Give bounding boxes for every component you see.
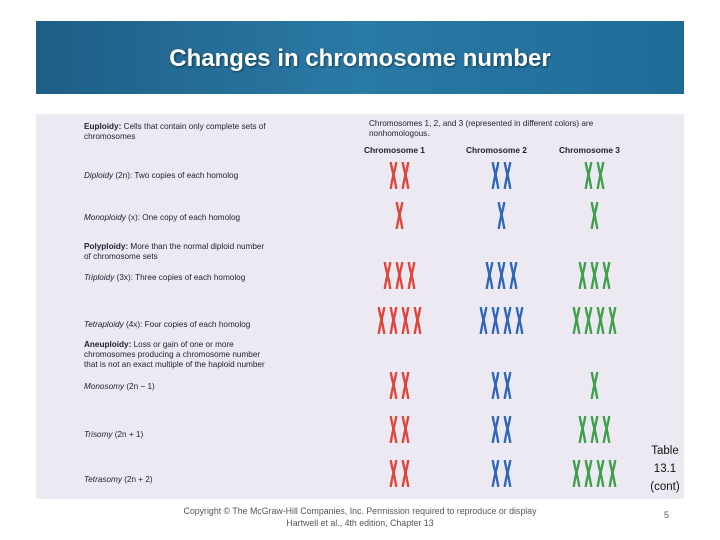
chromosome-icon xyxy=(401,460,410,487)
chromosome-icon xyxy=(584,460,593,487)
chromosome-icon xyxy=(377,307,386,334)
chromosome-cell-monosomy-3 xyxy=(590,372,599,399)
chromosome-icon xyxy=(407,262,416,289)
column-header-chromosome-2: Chromosome 2 xyxy=(466,145,527,155)
copyright-notice: Copyright © The McGraw-Hill Companies, Inc. Permission required to reproduce or display Hartwell et al., 4th edition, Chapter 13 xyxy=(183,506,537,528)
chromosome-icon xyxy=(503,460,512,487)
column-header-chromosome-3: Chromosome 3 xyxy=(559,145,620,155)
chromosome-cell-monosomy-2 xyxy=(491,372,512,399)
table-caption: Table 13.1 (cont) xyxy=(650,445,680,493)
chromosome-cell-trisomy-3 xyxy=(578,416,611,443)
chromosome-icon xyxy=(503,416,512,443)
euploidy-label: Euploidy: Cells that contain only complete sets of chromosomes xyxy=(84,122,266,141)
monosomy-label: Monosomy (2n − 1) xyxy=(84,382,155,391)
chromosome-cell-tetraploidy-3 xyxy=(572,307,617,334)
chromosome-cell-tetraploidy-1 xyxy=(377,307,422,334)
chromosome-figure xyxy=(36,114,684,499)
column-header-chromosome-1: Chromosome 1 xyxy=(364,145,425,155)
chromosome-icon xyxy=(389,307,398,334)
chromosome-icon xyxy=(596,307,605,334)
chromosome-cell-trisomy-2 xyxy=(491,416,512,443)
chromosome-cell-diploidy-1 xyxy=(389,162,410,189)
chromosome-icon xyxy=(395,202,404,229)
chromosome-icon xyxy=(503,372,512,399)
chromosome-icon xyxy=(608,460,617,487)
chromosome-cell-monosomy-1 xyxy=(389,372,410,399)
chromosome-icon xyxy=(389,162,398,189)
chromosome-icon xyxy=(479,307,488,334)
chromosome-icon xyxy=(389,460,398,487)
slide-title: Changes in chromosome number xyxy=(169,45,551,72)
chromosome-icon xyxy=(497,262,506,289)
chromosome-icon xyxy=(584,162,593,189)
chromosome-icon xyxy=(503,307,512,334)
chromosome-icon xyxy=(596,460,605,487)
chromosome-icon xyxy=(515,307,524,334)
monoploidy-label: Monoploidy (x): One copy of each homolog xyxy=(84,213,241,222)
triploidy-label: Triploidy (3x): Three copies of each homolog xyxy=(84,273,246,282)
chromosome-cell-diploidy-2 xyxy=(491,162,512,189)
chromosome-icon xyxy=(395,262,404,289)
polyploidy-label: Polyploidy: More than the normal diploid number of chromosome sets xyxy=(84,242,265,261)
chromosome-cell-tetrasomy-2 xyxy=(491,460,512,487)
chromosome-cell-tetraploidy-2 xyxy=(479,307,524,334)
diploidy-label: Diploidy (2n): Two copies of each homolog xyxy=(84,171,239,180)
chromosome-icon xyxy=(401,307,410,334)
chromosome-icon xyxy=(584,307,593,334)
chromosome-icon xyxy=(383,262,392,289)
chromosome-cell-tetrasomy-3 xyxy=(572,460,617,487)
chromosome-icon xyxy=(497,202,506,229)
chromosome-icon xyxy=(389,416,398,443)
chromosome-icon xyxy=(491,307,500,334)
chromosome-cell-triploidy-3 xyxy=(578,262,611,289)
chromosome-icon xyxy=(389,372,398,399)
chromosome-icon xyxy=(590,372,599,399)
tetrasomy-label: Tetrasomy (2n + 2) xyxy=(84,475,153,484)
chromosome-icon xyxy=(485,262,494,289)
chromosome-icon xyxy=(491,460,500,487)
chromosome-cell-diploidy-3 xyxy=(584,162,605,189)
chromosome-icon xyxy=(413,307,422,334)
chromosome-icon xyxy=(401,162,410,189)
chromosome-cell-triploidy-1 xyxy=(383,262,416,289)
chromosome-icon xyxy=(491,372,500,399)
chromosome-icon xyxy=(572,307,581,334)
chromosome-cell-trisomy-1 xyxy=(389,416,410,443)
page-number: 5 xyxy=(664,510,670,520)
chromosome-icon xyxy=(491,162,500,189)
aneuploidy-label: Aneuploidy: Loss or gain of one or more chromosomes producing a chromosome number that is not an exact multiple of the haploid number xyxy=(84,340,265,369)
chromosome-icon xyxy=(572,460,581,487)
chromosome-cell-monoploidy-2 xyxy=(497,202,506,229)
chromosome-cell-monoploidy-3 xyxy=(590,202,599,229)
trisomy-label: Trisomy (2n + 1) xyxy=(84,430,144,439)
chromosome-icon xyxy=(602,262,611,289)
chromosome-icon xyxy=(491,416,500,443)
chromosome-icon xyxy=(590,416,599,443)
chromosome-cell-triploidy-2 xyxy=(485,262,518,289)
chromosome-icon xyxy=(590,262,599,289)
chromosome-icon xyxy=(578,262,587,289)
chromosome-cell-tetrasomy-1 xyxy=(389,460,410,487)
chromosome-icon xyxy=(503,162,512,189)
chromosome-cell-monoploidy-1 xyxy=(395,202,404,229)
tetraploidy-label: Tetraploidy (4x): Four copies of each homolog xyxy=(84,320,251,329)
chromosome-icon xyxy=(578,416,587,443)
chromosome-icon xyxy=(590,202,599,229)
chromosome-icon xyxy=(596,162,605,189)
chromosome-icon xyxy=(401,416,410,443)
nonhomologous-note: Chromosomes 1, 2, and 3 (represented in different colors) are nonhomologous. xyxy=(369,119,594,138)
chromosome-icon xyxy=(509,262,518,289)
title-bar xyxy=(36,21,684,94)
chromosome-icon xyxy=(608,307,617,334)
chromosome-icon xyxy=(401,372,410,399)
chromosome-icon xyxy=(602,416,611,443)
